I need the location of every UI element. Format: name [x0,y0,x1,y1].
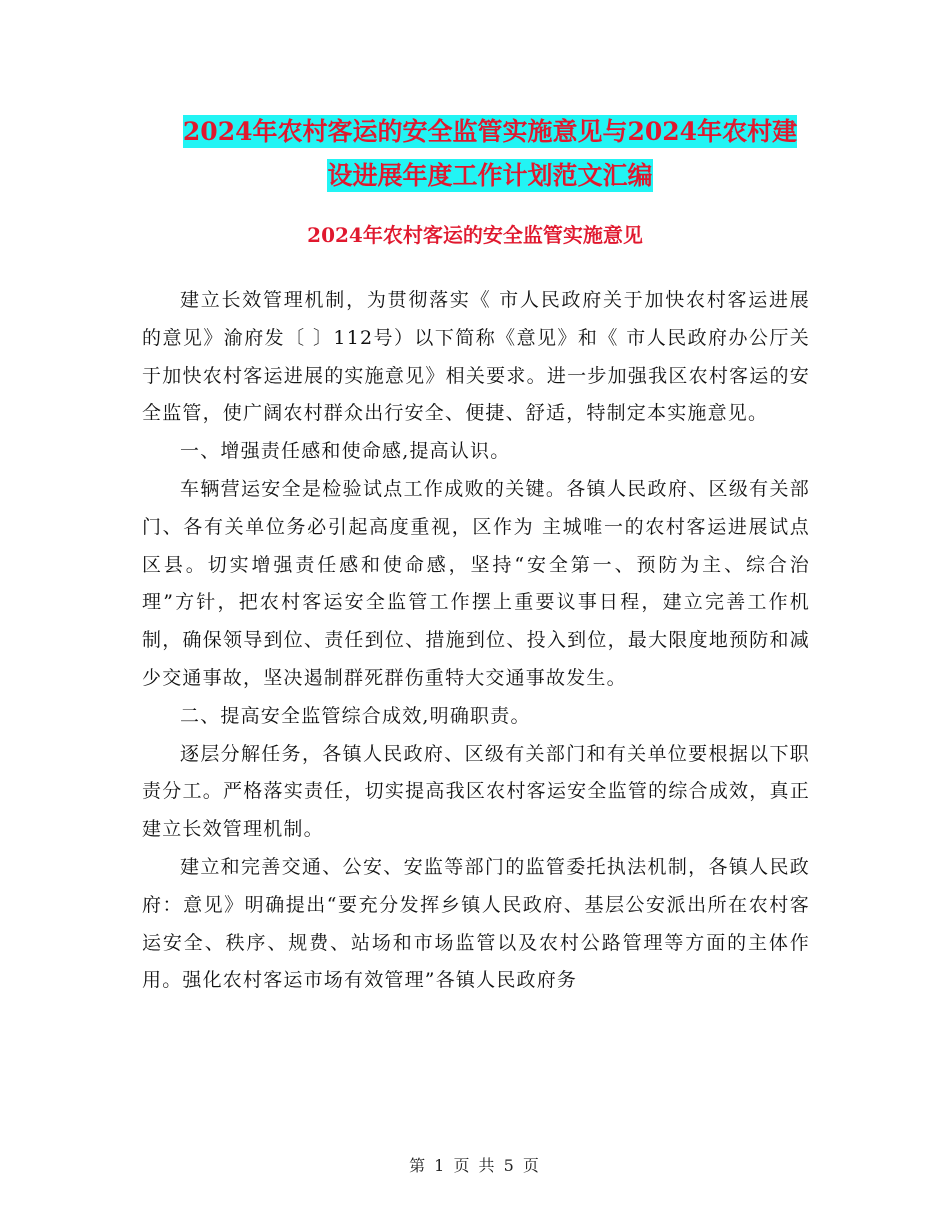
page-number-footer: 第 1 页 共 5 页 [409,1156,541,1175]
main-title-line-1: 2024年农村客运的安全监管实施意见与2024年农村建 [182,117,798,146]
paragraph: 车辆营运安全是检验试点工作成败的关键。各镇人民政府、区级有关部门、各有关单位务必引起高度重视，区作为 主城唯一的农村客运进展试点区县。切实增强责任感和使命感，坚持“安全第一、预防为主、综合治理”方针，把农村客运安全监管工作摆上重要议事日程，建立完善工作机制，确保领导到位、责任到位、措施到位、投入到位，最大限度地预防和减少交通事故，坚决遏制群死群伤重特大交通事故发生。 [142,477,810,689]
document-main-title [140,110,840,198]
main-title-line-2: 设进展年度工作计划范文汇编 [327,161,653,190]
paragraph: 建立和完善交通、公安、安监等部门的监管委托执法机制，各镇人民政府：意见》明确提出“要充分发挥乡镇人民政府、基层公安派出所在农村客运安全、秩序、规费、站场和市场监管以及农村公路管理等方面的主体作用。强化农村客运市场有效管理”各镇人民政府务 [142,855,810,992]
document-body [142,282,810,1000]
section-title: 2024年农村客运的安全监管实施意见 [307,223,643,247]
paragraph: 建立长效管理机制，为贯彻落实《 市人民政府关于加快农村客运进展的意见》渝府发〔 〕112号）以下简称《意见》和《 市人民政府办公厅关于加快农村客运进展的实施意见》相关要求。进一步加强我区农村客运的安全监管，使广阔农村群众出行安全、便捷、舒适，特制定本实施意见。 [142,289,810,425]
section-heading-2: 二、提高安全监管综合成效,明确职责。 [180,704,531,727]
paragraph: 逐层分解任务，各镇人民政府、区级有关部门和有关单位要根据以下职责分工。严格落实责任，切实提高我区农村客运安全监管的综合成效，真正建立长效管理机制。 [142,742,810,841]
section-heading-1: 一、增强责任感和使命感,提高认识。 [180,440,511,463]
